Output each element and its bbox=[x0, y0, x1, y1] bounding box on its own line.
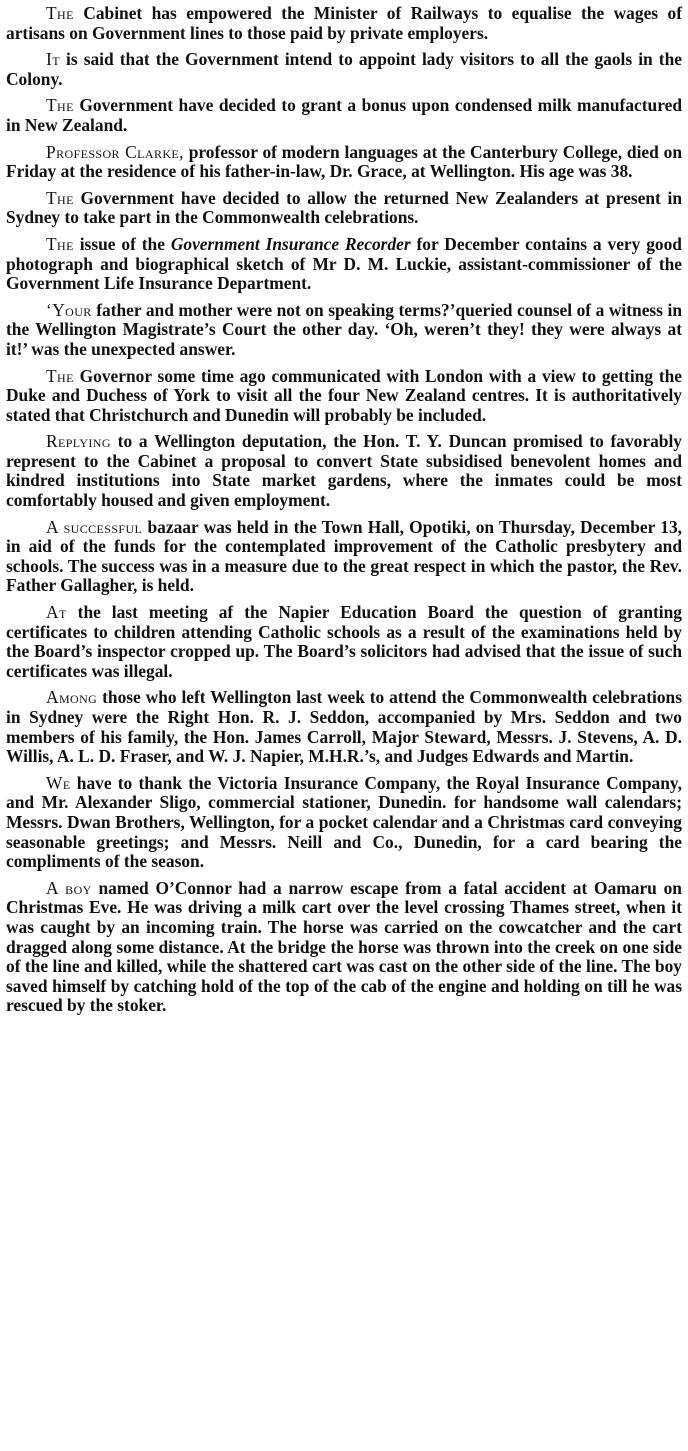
news-paragraph-cabinet-wages bbox=[6, 4, 682, 43]
news-paragraph-napier-education-board bbox=[6, 603, 682, 681]
paragraph-text: Cabinet has empowered the Minister of Railways to equalise the wages of artisans on Government lines to those paid by private employers. bbox=[6, 3, 682, 43]
paragraph-text: professor of modern languages at the Canterbury College, died on Friday at the residence of his father-in-law, Dr. Grace, at Wellington. His age was 38. bbox=[6, 141, 682, 182]
lead-word: Among bbox=[46, 687, 98, 708]
lead-word: At bbox=[46, 602, 67, 623]
news-paragraph-insurance-recorder bbox=[6, 235, 682, 294]
paragraph-text: to a Wellington deputation, the Hon. T. Y. Duncan promised to favorably represent to the Cabinet a proposal to convert State subsidised benevolent homes and kindred institutions into State market gardens, where the inmates could be most comfortably housed and given employment. bbox=[6, 431, 682, 511]
lead-word: The bbox=[46, 187, 74, 208]
paragraph-text: have to thank the Victoria Insurance Company, the Royal Insurance Company, and Mr. Alexander Sligo, commercial stationer, Dunedin. for handsome wall calendars; Messrs. Dwan Brothers, Wellington, for a pocket calendar and a Christmas card conveying seasonable greetings; and Messrs. Neill and Co., Dunedin, for a card bearing the compliments of the season. bbox=[6, 772, 682, 872]
news-paragraph-magistrates-court bbox=[6, 301, 682, 360]
news-paragraph-duncan-deputation bbox=[6, 432, 682, 510]
paragraph-text: issue of the bbox=[73, 233, 171, 254]
publication-title: Government Insurance Recorder bbox=[170, 233, 411, 254]
paragraph-text: Government have decided to grant a bonus upon condensed milk manufactured in New Zealand. bbox=[6, 95, 682, 135]
lead-word: The bbox=[46, 3, 74, 23]
lead-word: ‘Your bbox=[46, 299, 92, 320]
lead-word: Replying bbox=[46, 431, 111, 452]
paragraph-text: the last meeting af the Napier Education Board the question of granting certificates to children attending Catholic schools as a result of the examinations held by the Board’s inspector cropped up. The Board’s solicitors had advised that the issue of such certificates was illegal. bbox=[6, 602, 682, 681]
news-paragraph-opotiki-bazaar bbox=[6, 518, 682, 596]
paragraph-text: Governor some time ago communicated with London with a view to getting the Duke and Duchess of York to visit all the four New Zealand centres. It is authoritatively stated that Christchurch and Dunedin will probably be included. bbox=[6, 365, 682, 425]
lead-word: A boy bbox=[46, 877, 92, 898]
paragraph-text: bazaar was held in the Town Hall, Opotiki, on Thursday, December 13, in aid of the funds for the contemplated improvement of the Catholic presbytery and schools. The success was in a measure due to the great respect in which the pastor, the Rev. Father Gallagher, is held. bbox=[6, 516, 682, 596]
paragraph-text: is said that the Government intend to appoint lady visitors to all the gaols in the Colony. bbox=[6, 49, 682, 89]
news-paragraph-commonwealth-celebrations bbox=[6, 189, 682, 228]
lead-word: A successful bbox=[46, 516, 143, 537]
news-paragraph-lady-visitors bbox=[6, 50, 682, 89]
news-paragraph-condensed-milk bbox=[6, 96, 682, 135]
news-paragraph-oamaru-accident bbox=[6, 879, 682, 1016]
lead-word: The bbox=[46, 95, 74, 116]
news-paragraph-sydney-departures bbox=[6, 688, 682, 766]
paragraph-text: Government have decided to allow the returned New Zealanders at present in Sydney to take part in the Commonwealth celebrations. bbox=[6, 187, 682, 228]
lead-word: Professor Clarke, bbox=[46, 141, 184, 162]
paragraph-text: those who left Wellington last week to attend the Commonwealth celebrations in Sydney were the Right Hon. R. J. Seddon, accompanied by Mrs. Seddon and two members of his family, the Hon. James Carroll, Major Steward, Messrs. J. Stevens, A. D. Willis, A. L. D. Fraser, and W. J. Napier, M.H.R.’s, and Judges Edwards and Martin. bbox=[6, 687, 682, 767]
lead-word: The bbox=[46, 233, 74, 254]
news-paragraph-duke-of-york-visit bbox=[6, 367, 682, 426]
paragraph-text: for December contains a very good photograph and biographical sketch of Mr D. M. Luckie, assistant-commissioner of the Government Life Insurance Department. bbox=[6, 233, 682, 294]
paragraph-text: named O’Connor had a narrow escape from a fatal accident at Oamaru on Christmas Eve. He was driving a milk cart over the level crossing Thames street, when it was caught by an incoming train. The horse was carried on the cowcatcher and the cart dragged along some distance. At the bridge the horse was thrown into the creek on one side of the line and killed, while the shattered cart was cast on the other side of the line. The boy saved himself by catching hold of the top of the cab of the engine and holding on till he was rescued by the stoker. bbox=[6, 877, 682, 1016]
lead-word: We bbox=[46, 772, 71, 793]
paragraph-text: father and mother were not on speaking terms?’queried counsel of a witness in the Wellington Magistrate’s Court the other day. ‘Oh, weren’t they! they were always at it!’ was the unexpected answer. bbox=[6, 299, 682, 359]
news-paragraph-professor-clarke bbox=[6, 143, 682, 182]
lead-word: It bbox=[46, 49, 60, 70]
news-paragraph-calendars-thanks bbox=[6, 774, 682, 872]
lead-word: The bbox=[46, 365, 74, 386]
